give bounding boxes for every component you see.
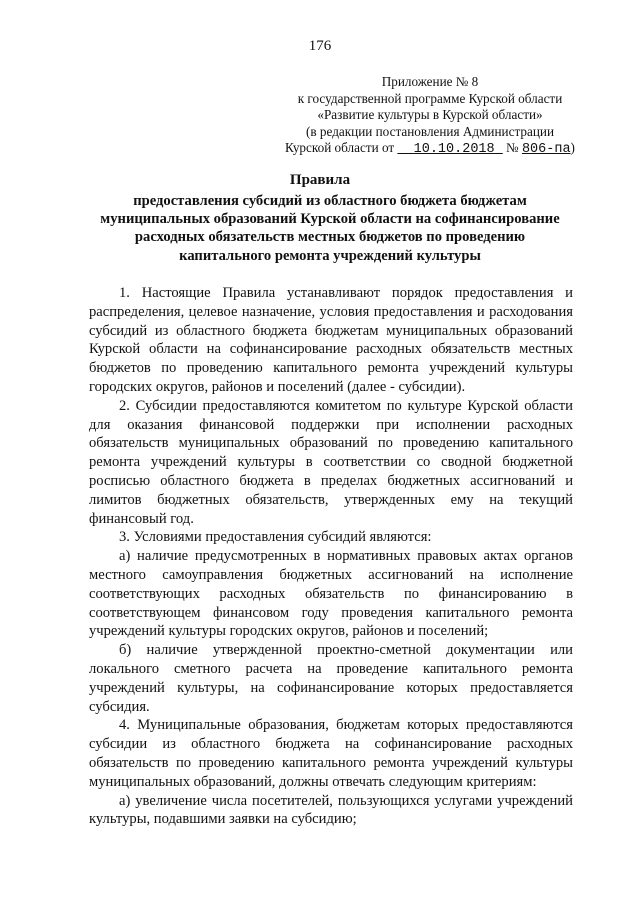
page-number: 176 xyxy=(308,38,332,54)
appendix-line-4: (в редакции постановления Администрации xyxy=(306,123,554,139)
appendix-header xyxy=(282,74,578,159)
resolution-date-value: 10.10.2018 xyxy=(413,142,495,158)
appendix-line-1: Приложение № 8 xyxy=(381,74,479,89)
paragraph-3: 3. Условиями предоставления субсидий являются: xyxy=(119,529,432,546)
appendix-line-3: «Развитие культуры в Курской области» xyxy=(317,107,543,123)
paragraph-4a: а) увеличение числа посетителей, пользующихся услугами учреждений культуры, подавшими заявки на субсидию; xyxy=(89,792,573,828)
appendix-line-5-prefix: Курской области от xyxy=(285,140,395,156)
resolution-date xyxy=(397,142,502,157)
paragraph-3b: б) наличие утвержденной проектно-сметной документации или локального сметного расчета на проведение капитального ремонта учреждений культуры, на софинансирование которых предоставляется субсидия. xyxy=(89,642,573,715)
document-title: Правила xyxy=(289,172,351,188)
document-subtitle: предоставления субсидий из областного бюджета бюджетам муниципальных образований Курской области на софинансирование расходных обязательств местных бюджетов по проведению капитального ремонта учреждений культуры xyxy=(100,193,560,264)
paragraph-1: 1. Настоящие Правила устанавливают порядок предоставления и распределения, целевое назначение, условия предоставления и расходования субсидий из областного бюджета бюджетам муниципальных образований Курской области на софинансирование расходных обязательств местных бюджетов по проведению капитального ремонта учреждений культуры городских округов, районов и поселений (далее - субсидии). xyxy=(89,285,573,395)
appendix-line-2: к государственной программе Курской области xyxy=(297,90,563,106)
appendix-close-paren: ) xyxy=(570,140,575,156)
paragraph-3a: а) наличие предусмотренных в нормативных правовых актах органов местного самоуправления бюджетных ассигнований на исполнение соответствующих расходных обязательств по финансированию в соответствующем финансовом году проведения капитального ремонта учреждений культуры городских округов, районов и поселений; xyxy=(89,548,573,640)
number-label: № xyxy=(506,140,519,156)
resolution-number: 806-па xyxy=(521,142,571,158)
document-body xyxy=(89,284,573,829)
paragraph-4: 4. Муниципальные образования, бюджетам которых предоставляются субсидии из областного бюджета на софинансирование расходных обязательств по проведению капитального ремонта учреждений культуры муниципальных образований, должны отвечать следующим критериям: xyxy=(89,717,573,790)
appendix-line-5 xyxy=(282,140,578,159)
paragraph-2: 2. Субсидии предоставляются комитетом по культуре Курской области для оказания финансовой поддержки при исполнении расходных обязательств муниципальных образований по проведению капитального ремонта учреждений культуры в соответствии со сводной бюджетной росписью областного бюджета в пределах бюджетных ассигнований и лимитов бюджетных обязательств, утвержденных ему на текущий финансовый год. xyxy=(89,397,573,527)
